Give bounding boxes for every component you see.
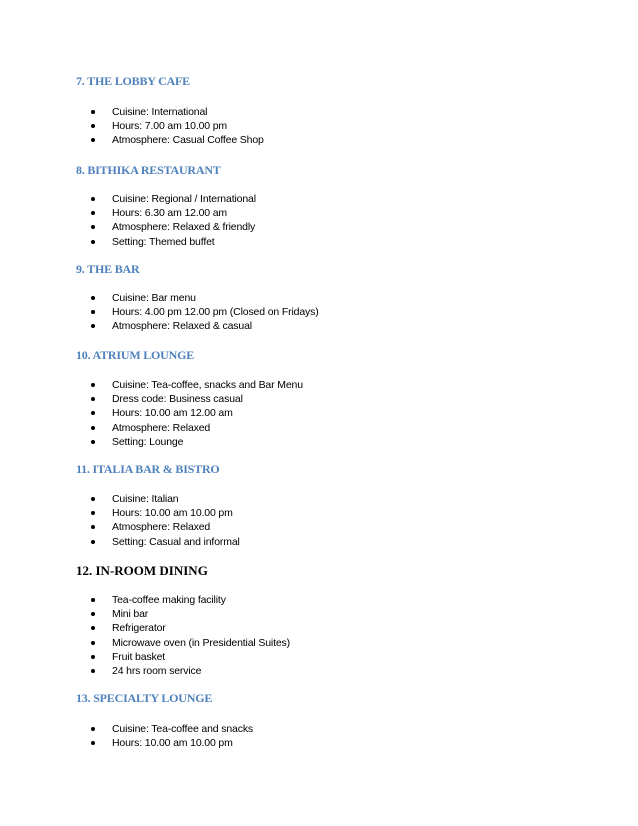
list-item-text: 24 hrs room service	[112, 664, 202, 677]
bullet-icon	[91, 525, 95, 529]
list-item-text: Cuisine: Regional / International	[112, 193, 256, 205]
bullet-icon	[91, 669, 95, 673]
bullet-icon	[91, 225, 95, 229]
list-item-text: Setting: Themed buffet	[112, 235, 215, 248]
bullet-icon	[91, 612, 95, 616]
bullet-icon	[91, 397, 95, 401]
bullet-icon	[91, 124, 95, 128]
list-item-text: Fruit basket	[112, 650, 166, 663]
section-heading: 11. ITALIA BAR & BISTRO	[76, 462, 220, 476]
bullet-icon	[91, 211, 95, 215]
list-item-text: Hours: 6.30 am 12.00 am	[112, 207, 228, 220]
list-item-text: Hours: 10.00 am 10.00 pm	[112, 737, 233, 750]
list-item-text: Hours: 7.00 am 10.00 pm	[112, 120, 228, 133]
bullet-icon	[91, 727, 95, 731]
list-item-text: Cuisine: Bar menu	[112, 292, 196, 304]
list-item-text: Tea-coffee making facility	[112, 594, 226, 606]
list-item-text: Cuisine: Italian	[112, 493, 179, 505]
section-heading: 8. BITHIKA RESTAURANT	[76, 163, 221, 177]
bullet-icon	[91, 497, 95, 501]
bullet-icon	[91, 110, 95, 114]
list-item-text: Microwave oven (in Presidential Suites)	[112, 636, 290, 649]
bullet-icon	[91, 426, 95, 430]
list-item-text: Dress code: Business casual	[112, 393, 243, 406]
bullet-icon	[91, 296, 95, 300]
list-item-text: Atmosphere: Relaxed & casual	[112, 320, 252, 333]
bullet-icon	[91, 598, 95, 602]
bullet-icon	[91, 641, 95, 645]
list-item-text: Mini bar	[112, 608, 149, 621]
list-item-text: Cuisine: Tea-coffee, snacks and Bar Menu	[112, 379, 303, 391]
list-item-text: Atmosphere: Relaxed	[112, 421, 211, 434]
bullet-icon	[91, 440, 95, 444]
bullet-icon	[91, 324, 95, 328]
list-item-text: Setting: Lounge	[112, 435, 184, 448]
list-item-text: Cuisine: Tea-coffee and snacks	[112, 723, 254, 735]
bullet-icon	[91, 540, 95, 544]
bullet-icon	[91, 741, 95, 745]
list-item-text: Atmosphere: Casual Coffee Shop	[112, 134, 264, 147]
bullet-icon	[91, 138, 95, 142]
list-item-text: Hours: 4.00 pm 12.00 pm (Closed on Fridays)	[112, 306, 319, 319]
bullet-icon	[91, 197, 95, 201]
bullet-icon	[91, 240, 95, 244]
list-item-text: Cuisine: International	[112, 106, 208, 118]
section-heading: 7. THE LOBBY CAFE	[76, 74, 190, 88]
list-item-text: Refrigerator	[112, 622, 166, 635]
list-item-text: Hours: 10.00 am 12.00 am	[112, 407, 233, 420]
bullet-icon	[91, 626, 95, 630]
list-item-text: Hours: 10.00 am 10.00 pm	[112, 507, 233, 520]
bullet-icon	[91, 310, 95, 314]
bullet-icon	[91, 411, 95, 415]
section-heading: 10. ATRIUM LOUNGE	[76, 348, 195, 362]
section-heading: 13. SPECIALTY LOUNGE	[76, 691, 213, 705]
bullet-icon	[91, 383, 95, 387]
section-heading: 9. THE BAR	[76, 262, 140, 276]
section-heading: 12. IN-ROOM DINING	[76, 563, 208, 578]
list-item-text: Atmosphere: Relaxed & friendly	[112, 221, 256, 234]
bullet-icon	[91, 655, 95, 659]
list-item-text: Setting: Casual and informal	[112, 535, 240, 548]
bullet-icon	[91, 511, 95, 515]
list-item-text: Atmosphere: Relaxed	[112, 521, 211, 534]
